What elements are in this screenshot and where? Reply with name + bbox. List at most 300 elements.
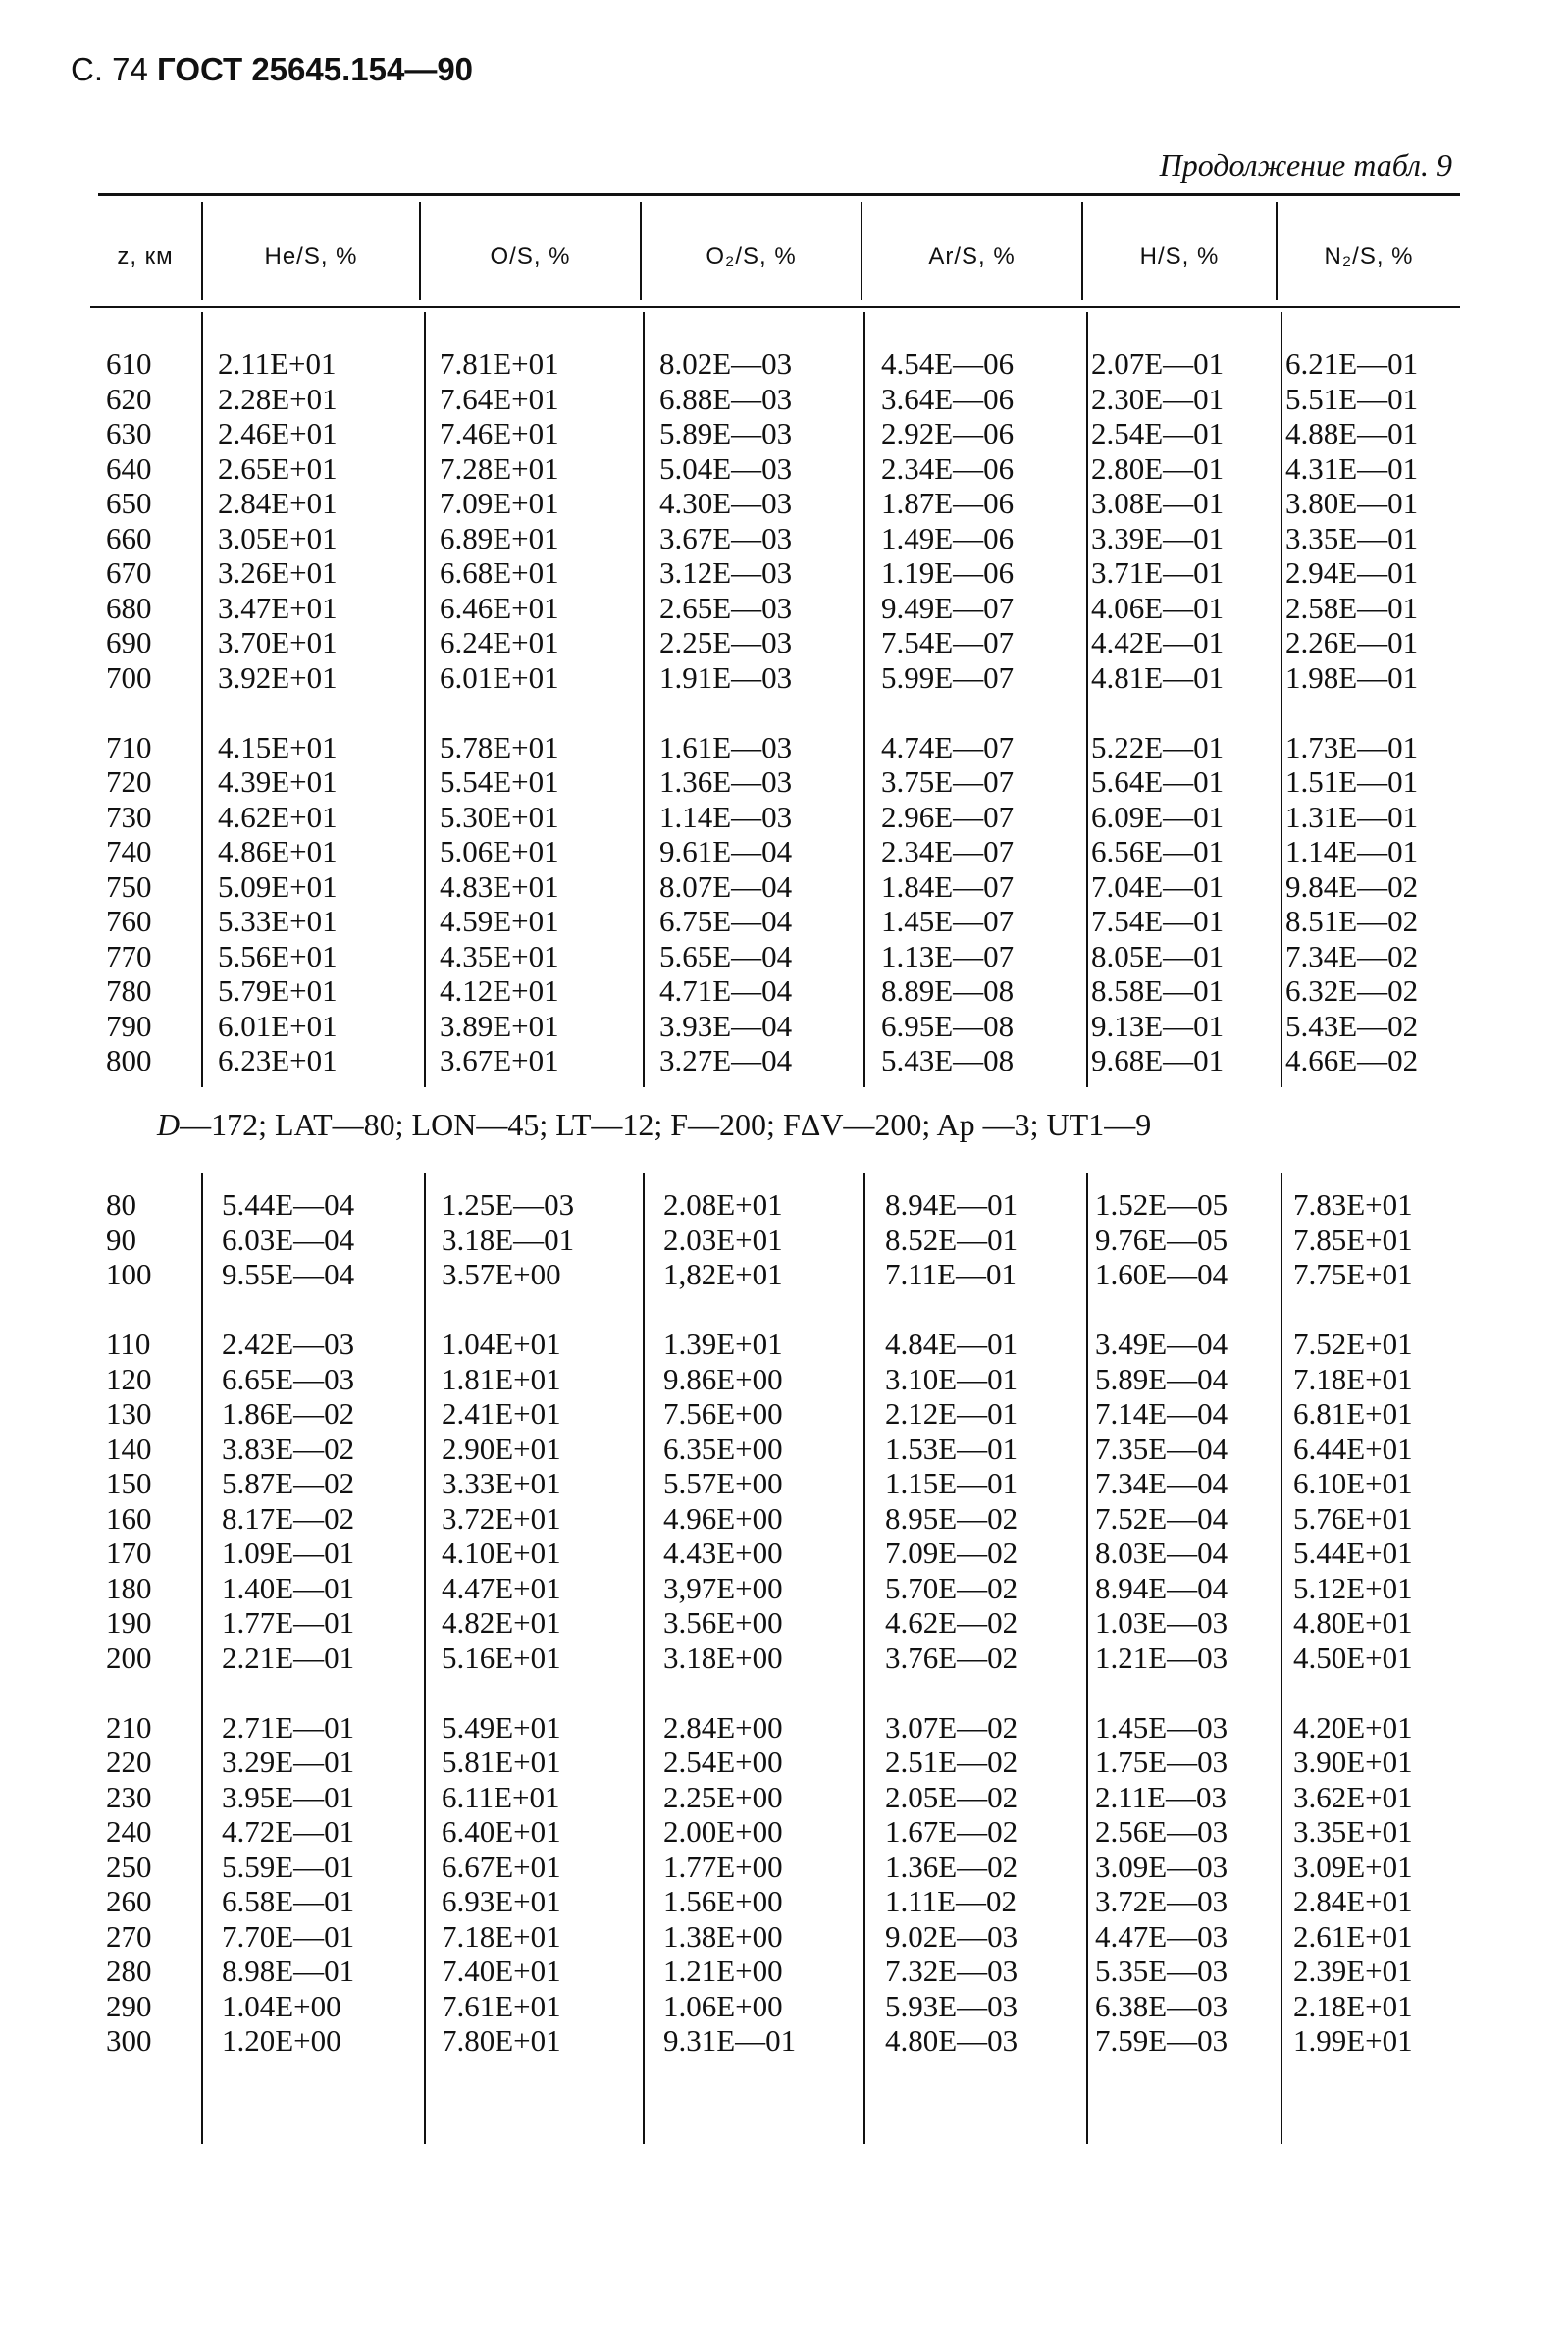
row-gap: [106, 1675, 152, 1710]
section1-o2-cell: 3.93E—04: [659, 1008, 793, 1043]
section2-n2-cell: 4.50E+01: [1293, 1640, 1413, 1675]
section1-o-cell: 5.78E+01: [440, 729, 559, 764]
section1-he-cell: 4.62E+01: [218, 799, 338, 834]
section2-ar-cell: 2.05E—02: [885, 1779, 1019, 1814]
section1-z-cell: 670: [106, 555, 152, 590]
row-gap: [222, 1675, 354, 1710]
column-divider: [1086, 1173, 1088, 2144]
section2-ar-cell: 4.62E—02: [885, 1605, 1019, 1640]
section1-he-cell: 2.46E+01: [218, 416, 338, 450]
section2-z-cell: 300: [106, 2023, 152, 2058]
section2-he-cell: 1.04E+00: [222, 1988, 341, 2023]
section2-o-cell: 3.72E+01: [442, 1500, 561, 1536]
section2-ar-cell: 5.93E—03: [885, 1988, 1019, 2023]
section1-he-column: [218, 346, 338, 1078]
header-bottom-rule: [90, 306, 1460, 308]
section2-o-cell: 1.81E+01: [442, 1361, 561, 1396]
section1-he-cell: 3.05E+01: [218, 520, 338, 555]
section2-h-cell: 5.35E—03: [1095, 1954, 1228, 1988]
section1-h-cell: 7.54E—01: [1091, 904, 1225, 938]
section2-h-cell: 7.52E—04: [1095, 1500, 1228, 1536]
section1-z-cell: 720: [106, 764, 152, 799]
section2-n2-cell: 5.76E+01: [1293, 1500, 1413, 1536]
section1-o-column: [440, 346, 559, 1078]
section1-z-cell: 620: [106, 381, 152, 416]
section1-z-cell: 780: [106, 973, 152, 1008]
section2-h-cell: 9.76E—05: [1095, 1222, 1228, 1257]
section1-h-cell: 5.64E—01: [1091, 764, 1225, 799]
section1-z-cell: 610: [106, 346, 152, 381]
section1-ar-cell: 1.84E—07: [881, 868, 1015, 904]
section2-n2-cell: 5.44E+01: [1293, 1536, 1413, 1570]
row-gap: [1091, 695, 1224, 730]
section1-h-cell: 3.08E—01: [1091, 486, 1225, 520]
section1-o-cell: 7.46E+01: [440, 416, 559, 450]
section2-z-cell: 220: [106, 1745, 152, 1779]
section1-o2-cell: 9.61E—04: [659, 834, 793, 868]
section2-o2-column: [663, 1187, 796, 2059]
section1-o2-cell: 3.67E—03: [659, 520, 793, 555]
row-gap: [106, 695, 152, 730]
section2-o-cell: 3.57E+00: [442, 1257, 561, 1291]
section2-z-cell: 140: [106, 1431, 152, 1466]
condition-rest: LAT—80; LON—45; LT—12; F—200; FΔV—200; Ap —3; UT1—9: [275, 1107, 1152, 1142]
section1-o2-cell: 6.88E—03: [659, 381, 793, 416]
section1-n2-cell: 5.51E—01: [1285, 381, 1419, 416]
section2-ar-cell: 8.52E—01: [885, 1222, 1019, 1257]
section1-n2-cell: 3.35E—01: [1285, 520, 1419, 555]
section1-n2-cell: 1.14E—01: [1285, 834, 1419, 868]
section1-z-cell: 690: [106, 625, 152, 659]
row-gap: [1285, 695, 1418, 730]
section2-o2-cell: 1.39E+01: [663, 1327, 783, 1361]
section1-o-cell: 7.64E+01: [440, 381, 559, 416]
section1-he-cell: 3.92E+01: [218, 659, 338, 695]
section1-n2-cell: 4.31E—01: [1285, 450, 1419, 486]
section2-n2-cell: 3.09E+01: [1293, 1849, 1413, 1884]
section2-o2-cell: 2.25E+00: [663, 1779, 783, 1814]
section2-z-cell: 170: [106, 1536, 152, 1570]
row-gap: [442, 1675, 574, 1710]
condition-d: —172;: [180, 1107, 267, 1142]
section1-o2-cell: 5.65E—04: [659, 938, 793, 973]
section1-h-cell: 6.09E—01: [1091, 799, 1225, 834]
section1-ar-cell: 3.64E—06: [881, 381, 1015, 416]
section1-o2-cell: 5.04E—03: [659, 450, 793, 486]
section1-n2-cell: 4.88E—01: [1285, 416, 1419, 450]
standard-number: ГОСТ 25645.154—90: [157, 51, 474, 87]
section1-o-cell: 5.54E+01: [440, 764, 559, 799]
section2-o2-cell: 1,82E+01: [663, 1257, 783, 1291]
section1-he-cell: 4.15E+01: [218, 729, 338, 764]
section2-n2-cell: 7.52E+01: [1293, 1327, 1413, 1361]
section2-he-cell: 2.42E—03: [222, 1327, 355, 1361]
section1-he-cell: 6.01E+01: [218, 1008, 338, 1043]
section2-he-cell: 3.95E—01: [222, 1779, 355, 1814]
section2-o-cell: 6.40E+01: [442, 1814, 561, 1849]
column-header-o2: O₂/S, %: [706, 243, 797, 270]
section2-o-cell: 7.18E+01: [442, 1918, 561, 1954]
section2-he-cell: 1.09E—01: [222, 1536, 355, 1570]
section2-he-cell: 4.72E—01: [222, 1814, 355, 1849]
section1-n2-cell: 6.32E—02: [1285, 973, 1419, 1008]
section2-z-cell: 180: [106, 1570, 152, 1605]
section2-o2-cell: 1.21E+00: [663, 1954, 783, 1988]
section1-o2-cell: 1.91E—03: [659, 659, 793, 695]
section1-h-cell: 9.13E—01: [1091, 1008, 1225, 1043]
section2-z-column: [106, 1187, 152, 2059]
section2-h-cell: 8.94E—04: [1095, 1570, 1228, 1605]
column-header-o: O/S, %: [490, 243, 571, 270]
section1-o2-cell: 1.61E—03: [659, 729, 793, 764]
section2-n2-cell: 2.18E+01: [1293, 1988, 1413, 2023]
section1-ar-cell: 2.92E—06: [881, 416, 1015, 450]
section2-o2-cell: 9.31E—01: [663, 2023, 797, 2058]
section2-ar-cell: 1.11E—02: [885, 1884, 1018, 1918]
section2-he-cell: 1.77E—01: [222, 1605, 355, 1640]
section1-ar-cell: 4.54E—06: [881, 346, 1015, 381]
section2-ar-cell: 3.07E—02: [885, 1709, 1019, 1745]
section2-ar-cell: 3.10E—01: [885, 1361, 1019, 1396]
section1-n2-cell: 4.66E—02: [1285, 1043, 1419, 1077]
section2-he-column: [222, 1187, 354, 2059]
row-gap: [885, 1292, 1018, 1328]
row-gap: [218, 695, 338, 730]
section1-he-cell: 2.84E+01: [218, 486, 338, 520]
condition-line: D—172; LAT—80; LON—45; LT—12; F—200; FΔV—200; Ap —3; UT1—9: [157, 1107, 1152, 1142]
section1-z-cell: 660: [106, 520, 152, 555]
section2-h-cell: 6.38E—03: [1095, 1988, 1228, 2023]
section2-o-cell: 5.81E+01: [442, 1745, 561, 1779]
section1-o-cell: 6.24E+01: [440, 625, 559, 659]
section1-n2-cell: 2.26E—01: [1285, 625, 1419, 659]
column-header-ar: Ar/S, %: [928, 243, 1016, 270]
section1-o2-cell: 8.02E—03: [659, 346, 793, 381]
section1-h-cell: 6.56E—01: [1091, 834, 1225, 868]
section2-n2-cell: 6.44E+01: [1293, 1431, 1413, 1466]
section2-o-cell: 4.10E+01: [442, 1536, 561, 1570]
section1-o2-cell: 1.36E—03: [659, 764, 793, 799]
row-gap: [1293, 1675, 1413, 1710]
section1-o2-cell: 4.71E—04: [659, 973, 793, 1008]
section2-he-cell: 5.59E—01: [222, 1849, 355, 1884]
section2-ar-cell: 3.76E—02: [885, 1640, 1019, 1675]
section1-ar-cell: 2.96E—07: [881, 799, 1015, 834]
section2-h-cell: 1.60E—04: [1095, 1257, 1228, 1291]
section2-he-cell: 2.21E—01: [222, 1640, 355, 1675]
table-top-rule: [98, 193, 1460, 196]
section1-h-cell: 2.80E—01: [1091, 450, 1225, 486]
section2-ar-cell: 8.94E—01: [885, 1187, 1019, 1222]
section2-he-cell: 6.03E—04: [222, 1222, 355, 1257]
section2-o-cell: 3.18E—01: [442, 1222, 575, 1257]
section1-he-cell: 4.86E+01: [218, 834, 338, 868]
section2-h-cell: 5.89E—04: [1095, 1361, 1228, 1396]
column-divider: [1086, 312, 1088, 1087]
section1-h-cell: 8.05E—01: [1091, 938, 1225, 973]
section2-ar-cell: 7.11E—01: [885, 1257, 1018, 1291]
section2-z-cell: 130: [106, 1396, 152, 1431]
section2-ar-cell: 4.84E—01: [885, 1327, 1019, 1361]
section1-h-cell: 8.58E—01: [1091, 973, 1225, 1008]
section1-z-cell: 760: [106, 904, 152, 938]
section1-ar-column: [881, 346, 1014, 1078]
section2-z-cell: 210: [106, 1709, 152, 1745]
section1-n2-cell: 5.43E—02: [1285, 1008, 1419, 1043]
section2-o-cell: 6.11E+01: [442, 1779, 560, 1814]
section1-o2-cell: 1.14E—03: [659, 799, 793, 834]
section2-ar-cell: 4.80E—03: [885, 2023, 1019, 2058]
column-divider: [863, 312, 865, 1087]
section2-o-cell: 6.67E+01: [442, 1849, 561, 1884]
section2-h-cell: 7.35E—04: [1095, 1431, 1228, 1466]
section2-h-cell: 7.14E—04: [1095, 1396, 1228, 1431]
section1-z-cell: 640: [106, 450, 152, 486]
section1-ar-cell: 1.87E—06: [881, 486, 1015, 520]
section2-z-cell: 240: [106, 1814, 152, 1849]
section2-he-cell: 6.65E—03: [222, 1361, 355, 1396]
section1-he-cell: 3.70E+01: [218, 625, 338, 659]
section1-ar-cell: 2.34E—07: [881, 834, 1015, 868]
section1-he-cell: 6.23E+01: [218, 1043, 338, 1077]
section2-he-cell: 1.86E—02: [222, 1396, 355, 1431]
row-gap: [1095, 1292, 1228, 1328]
row-gap: [1095, 1675, 1228, 1710]
section1-o2-cell: 3.27E—04: [659, 1043, 793, 1077]
section1-ar-cell: 8.89E—08: [881, 973, 1015, 1008]
section2-he-cell: 3.83E—02: [222, 1431, 355, 1466]
section2-h-cell: 2.11E—03: [1095, 1779, 1228, 1814]
section2-n2-cell: 3.90E+01: [1293, 1745, 1413, 1779]
section1-o-cell: 5.06E+01: [440, 834, 559, 868]
section2-z-cell: 100: [106, 1257, 152, 1291]
section1-he-cell: 2.65E+01: [218, 450, 338, 486]
section2-n2-cell: 7.83E+01: [1293, 1187, 1413, 1222]
section1-o-cell: 6.68E+01: [440, 555, 559, 590]
section2-z-cell: 160: [106, 1500, 152, 1536]
section1-o-cell: 6.89E+01: [440, 520, 559, 555]
section2-he-cell: 2.71E—01: [222, 1709, 355, 1745]
section2-h-cell: 3.09E—03: [1095, 1849, 1228, 1884]
section2-he-cell: 5.87E—02: [222, 1466, 355, 1500]
column-divider: [424, 1173, 426, 2144]
section1-n2-cell: 2.58E—01: [1285, 590, 1419, 625]
section2-n2-cell: 7.85E+01: [1293, 1222, 1413, 1257]
section1-h-column: [1091, 346, 1224, 1078]
section2-o-cell: 1.04E+01: [442, 1327, 561, 1361]
page-number: С. 74: [71, 51, 148, 87]
section2-z-cell: 230: [106, 1779, 152, 1814]
section2-o2-cell: 9.86E+00: [663, 1361, 783, 1396]
column-divider: [424, 312, 426, 1087]
section1-n2-cell: 1.73E—01: [1285, 729, 1419, 764]
section2-z-cell: 190: [106, 1605, 152, 1640]
section1-ar-cell: 6.95E—08: [881, 1008, 1015, 1043]
section2-h-cell: 2.56E—03: [1095, 1814, 1228, 1849]
row-gap: [1293, 1292, 1413, 1328]
section2-o-cell: 7.40E+01: [442, 1954, 561, 1988]
section1-he-cell: 4.39E+01: [218, 764, 338, 799]
section1-o-cell: 4.83E+01: [440, 868, 559, 904]
section1-o2-cell: 5.89E—03: [659, 416, 793, 450]
section2-z-cell: 280: [106, 1954, 152, 1988]
section1-ar-cell: 1.49E—06: [881, 520, 1015, 555]
section2-n2-cell: 1.99E+01: [1293, 2023, 1413, 2058]
section1-n2-cell: 8.51E—02: [1285, 904, 1419, 938]
section1-ar-cell: 1.19E—06: [881, 555, 1015, 590]
section1-o2-cell: 4.30E—03: [659, 486, 793, 520]
section1-n2-column: [1285, 346, 1418, 1078]
section1-z-cell: 630: [106, 416, 152, 450]
section1-z-cell: 700: [106, 659, 152, 695]
section2-he-cell: 1.40E—01: [222, 1570, 355, 1605]
section2-he-cell: 8.17E—02: [222, 1500, 355, 1536]
section2-z-cell: 90: [106, 1222, 136, 1257]
section1-n2-cell: 1.31E—01: [1285, 799, 1419, 834]
section2-o2-cell: 1.77E+00: [663, 1849, 783, 1884]
section2-he-cell: 8.98E—01: [222, 1954, 355, 1988]
section2-ar-cell: 1.15E—01: [885, 1466, 1019, 1500]
section1-z-cell: 790: [106, 1008, 152, 1043]
section2-ar-cell: 2.12E—01: [885, 1396, 1019, 1431]
column-header-he: He/S, %: [264, 243, 358, 270]
section1-z-cell: 750: [106, 868, 152, 904]
section2-z-cell: 290: [106, 1988, 152, 2023]
section1-he-cell: 2.28E+01: [218, 381, 338, 416]
section2-h-cell: 7.34E—04: [1095, 1466, 1228, 1500]
section2-z-cell: 200: [106, 1640, 152, 1675]
section1-o2-cell: 2.25E—03: [659, 625, 793, 659]
section1-z-cell: 680: [106, 590, 152, 625]
section2-h-cell: 1.75E—03: [1095, 1745, 1228, 1779]
section1-h-cell: 7.04E—01: [1091, 868, 1225, 904]
section2-o2-cell: 4.43E+00: [663, 1536, 783, 1570]
section1-n2-cell: 1.98E—01: [1285, 659, 1419, 695]
section2-h-cell: 3.49E—04: [1095, 1327, 1228, 1361]
section2-o-cell: 6.93E+01: [442, 1884, 561, 1918]
section2-he-cell: 6.58E—01: [222, 1884, 355, 1918]
section2-ar-cell: 7.09E—02: [885, 1536, 1019, 1570]
section1-h-cell: 2.30E—01: [1091, 381, 1225, 416]
section1-h-cell: 9.68E—01: [1091, 1043, 1225, 1077]
section2-o-cell: 2.90E+01: [442, 1431, 561, 1466]
row-gap: [440, 695, 559, 730]
section1-z-cell: 800: [106, 1043, 152, 1077]
column-divider: [863, 1173, 865, 2144]
section2-o-cell: 5.49E+01: [442, 1709, 561, 1745]
section2-o2-cell: 2.08E+01: [663, 1187, 783, 1222]
section2-n2-cell: 7.75E+01: [1293, 1257, 1413, 1291]
section2-z-cell: 250: [106, 1849, 152, 1884]
section2-he-cell: 9.55E—04: [222, 1257, 355, 1291]
section2-o-cell: 2.41E+01: [442, 1396, 561, 1431]
section2-z-cell: 80: [106, 1187, 136, 1222]
column-divider: [643, 1173, 645, 2144]
section2-n2-cell: 5.12E+01: [1293, 1570, 1413, 1605]
section1-ar-cell: 1.45E—07: [881, 904, 1015, 938]
section1-h-cell: 3.71E—01: [1091, 555, 1225, 590]
section2-z-cell: 260: [106, 1884, 152, 1918]
section1-z-cell: 710: [106, 729, 152, 764]
section2-n2-cell: 2.84E+01: [1293, 1884, 1413, 1918]
section2-ar-cell: 5.70E—02: [885, 1570, 1019, 1605]
section1-n2-cell: 1.51E—01: [1285, 764, 1419, 799]
section2-n2-cell: 6.81E+01: [1293, 1396, 1413, 1431]
section2-n2-cell: 3.62E+01: [1293, 1779, 1413, 1814]
section2-ar-cell: 7.32E—03: [885, 1954, 1019, 1988]
section2-z-cell: 110: [106, 1327, 151, 1361]
section2-o2-cell: 2.00E+00: [663, 1814, 783, 1849]
section1-o-cell: 6.46E+01: [440, 590, 559, 625]
column-divider: [1281, 1173, 1282, 2144]
column-header-z: z, км: [117, 243, 174, 270]
section2-ar-cell: 2.51E—02: [885, 1745, 1019, 1779]
section1-h-cell: 2.07E—01: [1091, 346, 1225, 381]
section2-he-cell: 3.29E—01: [222, 1745, 355, 1779]
section1-h-cell: 2.54E—01: [1091, 416, 1225, 450]
section2-z-cell: 120: [106, 1361, 152, 1396]
section2-o-cell: 3.33E+01: [442, 1466, 561, 1500]
section1-he-cell: 5.09E+01: [218, 868, 338, 904]
section1-n2-cell: 2.94E—01: [1285, 555, 1419, 590]
section1-he-cell: 5.33E+01: [218, 904, 338, 938]
section2-ar-column: [885, 1187, 1018, 2059]
section1-o2-cell: 3.12E—03: [659, 555, 793, 590]
section2-ar-cell: 1.67E—02: [885, 1814, 1019, 1849]
column-header-n2: N₂/S, %: [1324, 243, 1414, 270]
section2-o-cell: 5.16E+01: [442, 1640, 561, 1675]
table-continuation-caption: Продолжение табл. 9: [1159, 147, 1452, 183]
section2-he-cell: 1.20E+00: [222, 2023, 341, 2058]
section2-o2-cell: 2.03E+01: [663, 1222, 783, 1257]
section1-n2-cell: 6.21E—01: [1285, 346, 1419, 381]
section1-z-cell: 770: [106, 938, 152, 973]
section2-h-cell: 1.52E—05: [1095, 1187, 1228, 1222]
section2-o2-cell: 2.54E+00: [663, 1745, 783, 1779]
section2-z-cell: 270: [106, 1918, 152, 1954]
section1-he-cell: 5.56E+01: [218, 938, 338, 973]
section1-z-cell: 740: [106, 834, 152, 868]
section2-n2-cell: 4.20E+01: [1293, 1709, 1413, 1745]
section1-h-cell: 5.22E—01: [1091, 729, 1225, 764]
section1-o2-cell: 8.07E—04: [659, 868, 793, 904]
section2-o2-cell: 7.56E+00: [663, 1396, 783, 1431]
section1-ar-cell: 4.74E—07: [881, 729, 1015, 764]
section2-n2-cell: 6.10E+01: [1293, 1466, 1413, 1500]
section2-h-cell: 1.45E—03: [1095, 1709, 1228, 1745]
section2-ar-cell: 1.36E—02: [885, 1849, 1019, 1884]
column-divider: [201, 312, 203, 1087]
section2-ar-cell: 9.02E—03: [885, 1918, 1019, 1954]
section2-n2-cell: 2.39E+01: [1293, 1954, 1413, 1988]
section2-o-cell: 7.61E+01: [442, 1988, 561, 2023]
section2-he-cell: 7.70E—01: [222, 1918, 355, 1954]
row-gap: [442, 1292, 574, 1328]
section1-ar-cell: 3.75E—07: [881, 764, 1015, 799]
section1-z-column: [106, 346, 152, 1078]
section1-he-cell: 2.11E+01: [218, 346, 337, 381]
section2-o2-cell: 1.06E+00: [663, 1988, 783, 2023]
section2-o-cell: 4.82E+01: [442, 1605, 561, 1640]
section1-ar-cell: 5.99E—07: [881, 659, 1015, 695]
column-divider: [1281, 312, 1282, 1087]
section2-o-cell: 4.47E+01: [442, 1570, 561, 1605]
section2-o2-cell: 3,97E+00: [663, 1570, 783, 1605]
section1-n2-cell: 3.80E—01: [1285, 486, 1419, 520]
section1-z-cell: 730: [106, 799, 152, 834]
section1-ar-cell: 9.49E—07: [881, 590, 1015, 625]
section1-ar-cell: 5.43E—08: [881, 1043, 1015, 1077]
